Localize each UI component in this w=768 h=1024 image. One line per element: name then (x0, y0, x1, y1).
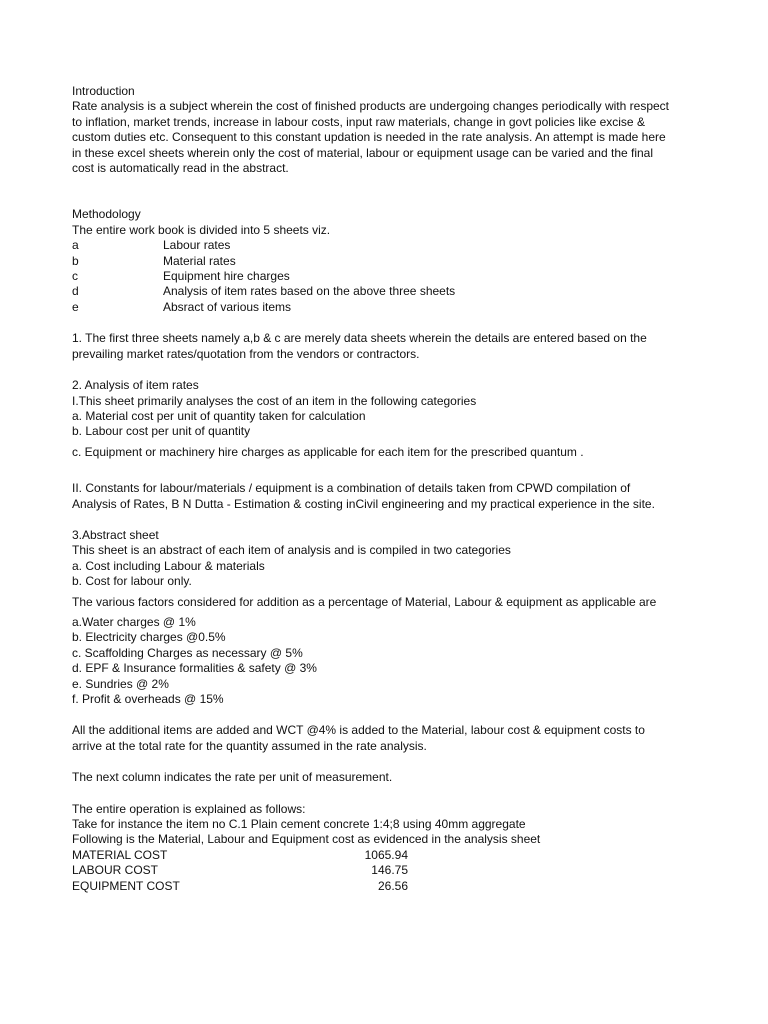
factor-item: a.Water charges @ 1% (72, 614, 196, 629)
cost-value: 146.75 (371, 863, 408, 878)
analysis-item: a. Material cost per unit of quantity taken for calculation (72, 408, 366, 423)
analysis-heading: 2. Analysis of item rates (72, 378, 199, 393)
sheet-key: d (72, 284, 79, 299)
cost-table (72, 848, 672, 894)
cost-row (72, 848, 408, 863)
next-column-text: The next column indicates the rate per unit of measurement. (72, 770, 393, 785)
wct-text: All the additional items are added and WCT @4% is added to the Material, labour cost & equipment costs to arrive at the total rate for the quantity assumed in the rate analysis. (72, 723, 645, 753)
factor-item: b. Electricity charges @0.5% (72, 630, 226, 645)
sheet-description: Equipment hire charges (163, 269, 290, 284)
operation-following: Following is the Material, Labour and Equipment cost as evidenced in the analysis sheet (72, 832, 541, 847)
abstract-intro: This sheet is an abstract of each item of analysis and is compiled in two categories (72, 543, 511, 558)
methodology-heading: Methodology (72, 207, 141, 222)
analysis-intro: I.This sheet primarily analyses the cost of an item in the following categories (72, 393, 477, 408)
sheet-row (72, 238, 672, 253)
abstract-category: b. Cost for labour only. (72, 574, 192, 589)
abstract-heading: 3.Abstract sheet (72, 527, 159, 542)
factor-item: e. Sundries @ 2% (72, 676, 169, 691)
sheet-description: Labour rates (163, 238, 231, 253)
factor-item: f. Profit & overheads @ 15% (72, 692, 224, 706)
operation-instance: Take for instance the item no C.1 Plain cement concrete 1:4;8 using 40mm aggregate (72, 817, 526, 832)
methodology-intro: The entire work book is divided into 5 sheets viz. (72, 222, 331, 237)
analysis-item: b. Labour cost per unit of quantity (72, 424, 251, 439)
cost-label: MATERIAL COST (72, 847, 168, 862)
sheet-key: e (72, 299, 79, 314)
point-1-text: 1. The first three sheets namely a,b & c are merely data sheets wherein the details are entered based on the prevailing market rates/quotation from the vendors or contractors. (72, 331, 647, 361)
factor-list (72, 615, 672, 707)
cost-label: EQUIPMENT COST (72, 878, 180, 893)
sheet-row (72, 269, 672, 284)
cost-label: LABOUR COST (72, 863, 159, 878)
factor-item: c. Scaffolding Charges as necessary @ 5% (72, 645, 303, 660)
introduction-heading: Introduction (72, 84, 135, 98)
sheet-row (72, 254, 672, 269)
factor-item: d. EPF & Insurance formalities & safety @ 3% (72, 661, 317, 676)
sheet-row (72, 284, 672, 299)
sheet-key: a (72, 238, 79, 253)
introduction-body: Rate analysis is a subject wherein the cost of finished products are undergoing changes periodically with respect to inflation, market trends, increase in labour costs, input raw materials, change in govt policies like excise & custom duties etc. Consequent to this constant updation is needed in the rate analysis. An attempt is made here in these excel sheets wherein only the cost of material, labour or equipment usage can be varied and the final cost is automatically read in the abstract. (72, 99, 669, 176)
sheet-row (72, 300, 672, 315)
abstract-factors-intro: The various factors considered for addition as a percentage of Material, Labour & equipment as applicable are (72, 594, 657, 609)
abstract-category: a. Cost including Labour & materials (72, 558, 265, 573)
sheet-description: Absract of various items (163, 299, 292, 314)
sheet-list (72, 238, 672, 315)
sheet-description: Analysis of item rates based on the above three sheets (163, 284, 456, 299)
sheet-description: Material rates (163, 253, 236, 268)
sheet-key: c (72, 269, 78, 284)
analysis-constants: II. Constants for labour/materials / equipment is a combination of details taken from CPWD compilation of Analysis of Rates, B N Dutta - Estimation & costing inCivil engineering and my practical experience in the site. (72, 481, 655, 511)
cost-value: 1065.94 (364, 847, 408, 862)
document-body (72, 84, 672, 894)
cost-row (72, 863, 408, 878)
sheet-key: b (72, 253, 79, 268)
cost-row (72, 879, 408, 894)
operation-intro: The entire operation is explained as follows: (72, 801, 306, 816)
cost-value: 26.56 (377, 878, 408, 893)
analysis-item: c. Equipment or machinery hire charges as applicable for each item for the prescribed quantum . (72, 444, 584, 459)
